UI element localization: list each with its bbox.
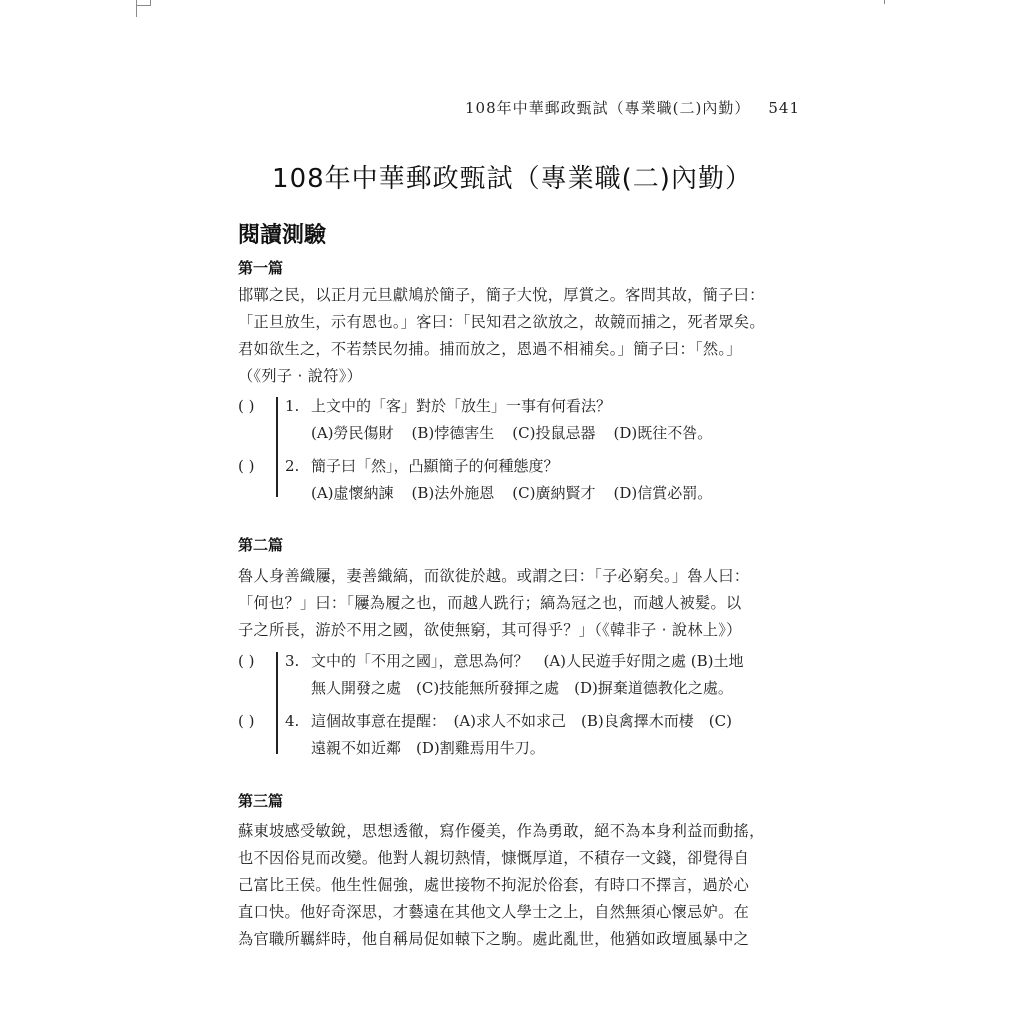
crop-mark-top-left-tick [150, 0, 151, 6]
option-b: (B)悖德害生 [411, 424, 495, 442]
answer-blank[interactable]: ( ) [238, 457, 255, 475]
article-2-questions [238, 648, 808, 757]
passage-line: 蘇東坡感受敏銳，思想透徹，寫作優美，作為勇敢，絕不為本身利益而動搖， [238, 822, 765, 840]
question-stem: 簡子曰「然」，凸顯簡子的何種態度？ [311, 457, 559, 475]
section-title: 閱讀測驗 [238, 223, 327, 248]
option-b: (B)法外施恩 [411, 484, 495, 502]
question-number: 1. [285, 397, 300, 415]
question-4 [238, 708, 808, 762]
question-options [311, 420, 808, 447]
option-c: (C)投鼠忌器 [512, 424, 596, 442]
running-header [440, 97, 800, 118]
question-1 [238, 393, 808, 447]
passage-line: 邯鄲之民，以正月元旦獻鳩於簡子，簡子大悅，厚賞之。客問其故，簡子曰： [238, 286, 765, 304]
running-header-title: 108年中華郵政甄試（專業職(二)內勤） [465, 99, 751, 117]
question-text-line: 這個故事意在提醒： (A)求人不如求己 (B)良禽擇木而棲 (C) [311, 712, 732, 730]
question-stem: 上文中的「客」對於「放生」一事有何看法？ [311, 397, 612, 415]
question-number: 4. [285, 712, 300, 730]
crop-mark-top-left-vertical [136, 0, 137, 17]
question-2 [238, 453, 808, 507]
question-text-line: 遠親不如近鄰 (D)割雞焉用牛刀。 [311, 739, 545, 757]
passage-line: （《列子 ‧ 說符》） [238, 367, 363, 385]
option-a: (A)勞民傷財 [311, 424, 394, 442]
question-3 [238, 648, 808, 702]
option-d: (D)既往不咎。 [613, 424, 713, 442]
article-1-passage [238, 282, 803, 390]
passage-line: 也不因俗見而改變。他對人親切熱情，慷慨厚道，不積存一文錢，卻覺得自 [238, 849, 750, 867]
question-text-line: 文中的「不用之國」，意思為何？ (A)人民遊手好閒之處 (B)土地 [311, 652, 744, 670]
question-number: 2. [285, 457, 300, 475]
crop-mark-top-right [884, 0, 885, 4]
passage-line: 子之所長，游於不用之國，欲使無窮，其可得乎？」（《韓非子 ‧ 說林上》） [238, 621, 742, 639]
article-3-label: 第三篇 [238, 792, 284, 810]
crop-mark-top-left-horizontal [136, 5, 150, 6]
passage-line: 己富比王侯。他生性倔強，處世接物不拘泥於俗套，有時口不擇言，過於心 [238, 876, 750, 894]
question-number: 3. [285, 652, 300, 670]
passage-line: 直口快。他好奇深思，才藝遠在其他文人學士之上，自然無須心懷忌妒。在 [238, 903, 750, 921]
article-2-label: 第二篇 [238, 536, 284, 554]
option-a: (A)虛懷納諫 [311, 484, 394, 502]
page-number: 541 [768, 99, 800, 117]
option-c: (C)廣納賢才 [512, 484, 596, 502]
article-1-label: 第一篇 [238, 259, 284, 277]
passage-line: 為官職所羈絆時，他自稱局促如轅下之駒。處此亂世，他猶如政壇風暴中之 [238, 930, 750, 948]
document-title: 108年中華郵政甄試（專業職(二)內勤） [272, 164, 752, 194]
question-text-line: 無人開發之處 (C)技能無所發揮之處 (D)摒棄道德教化之處。 [311, 679, 733, 697]
article-3-passage [238, 818, 803, 953]
answer-blank[interactable]: ( ) [238, 652, 255, 670]
article-1-questions [238, 393, 808, 502]
article-2-passage [238, 563, 803, 644]
passage-line: 君如欲生之，不若禁民勿捕。捕而放之，恩過不相補矣。」簡子曰：「然。」 [238, 340, 742, 358]
answer-blank[interactable]: ( ) [238, 712, 255, 730]
option-d: (D)信賞必罰。 [613, 484, 713, 502]
question-options [311, 480, 808, 507]
answer-blank[interactable]: ( ) [238, 397, 255, 415]
passage-line: 魯人身善織屨，妻善織縞，而欲徙於越。或謂之曰：「子必窮矣。」魯人曰： [238, 567, 750, 585]
passage-line: 「何也？」曰：「屨為履之也，而越人跣行；縞為冠之也，而越人被髮。以 [238, 594, 742, 612]
passage-line: 「正旦放生，示有恩也。」客曰：「民知君之欲放之，故競而捕之，死者眾矣。 [238, 313, 765, 331]
